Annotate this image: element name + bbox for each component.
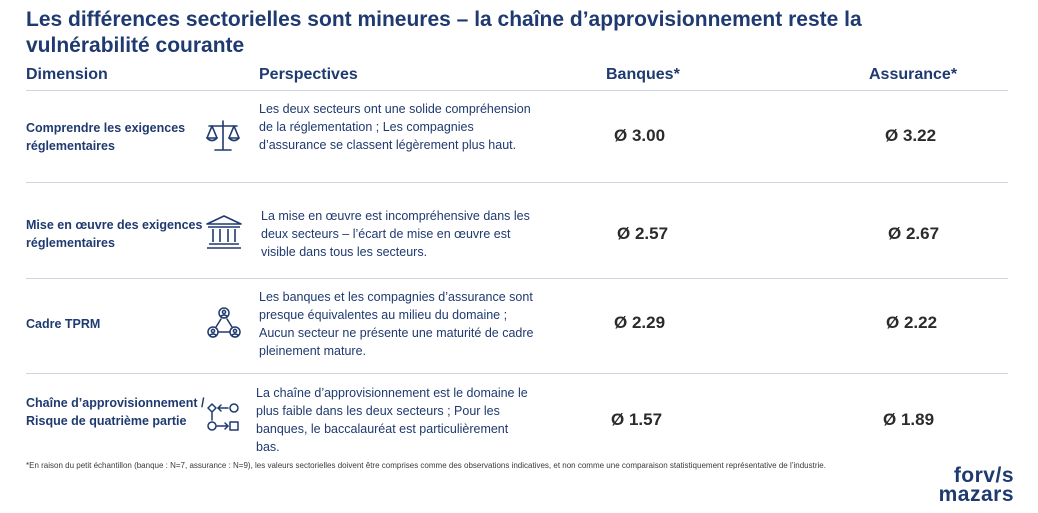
divider (26, 90, 1008, 91)
divider (26, 278, 1008, 279)
row-dimension: Chaîne d’approvisionnement / Risque de quatrième partie (26, 396, 205, 428)
row-dimension: Comprendre les exigences réglementaires (26, 121, 186, 153)
brand-logo (914, 466, 1014, 504)
header-dimension: Dimension (26, 66, 108, 83)
scales-icon (203, 116, 243, 156)
supply-chain-flow-icon (204, 400, 244, 440)
insurance-value: Ø 3.22 (885, 126, 937, 145)
row-dimension: Cadre TPRM (26, 317, 101, 331)
people-network-icon (204, 304, 244, 344)
header-insurance: Assurance* (869, 66, 958, 83)
row-dimension: Mise en œuvre des exigences réglementaires (26, 218, 203, 250)
row-perspective: La mise en œuvre est incompréhensive dans les deux secteurs – l’écart de mise en œuvre est visible dans tous les secteurs. (261, 209, 530, 259)
banks-value: Ø 2.57 (617, 224, 669, 243)
insurance-value: Ø 2.22 (886, 313, 938, 332)
banks-value: Ø 2.29 (614, 313, 666, 332)
row-perspective: Les banques et les compagnies d’assurance sont presque équivalentes au milieu du domaine ; Aucun secteur ne présente une maturité de cadre pleinement mature. (259, 290, 534, 358)
row-perspective: La chaîne d’approvisionnement est le domaine le plus faible dans les deux secteurs ; Pour les banques, le baccalauréat est particulièrement bas. (256, 386, 528, 454)
institution-building-icon (204, 212, 244, 252)
divider (26, 182, 1008, 183)
logo-line2: mazars (938, 483, 1014, 506)
divider (26, 373, 1008, 374)
footnote: *En raison du petit échantillon (banque : N=7, assurance : N=9), les valeurs sectorielles doivent être comprises comme des observations indicatives, et non comme une comparaison statistiquement représentative de l’industrie. (26, 461, 826, 470)
banks-value: Ø 3.00 (614, 126, 666, 145)
banks-value: Ø 1.57 (611, 410, 663, 429)
header-banks: Banques* (606, 66, 680, 83)
insurance-value: Ø 2.67 (888, 224, 940, 243)
insurance-value: Ø 1.89 (883, 410, 935, 429)
logo-line1: forv/s (953, 464, 1014, 487)
header-perspectives: Perspectives (259, 66, 358, 83)
page-title: Les différences sectorielles sont mineures – la chaîne d’approvisionnement reste la vulnérabilité courante (26, 8, 862, 57)
row-perspective: Les deux secteurs ont une solide compréhension de la réglementation ; Les compagnies d’assurance se classent légèrement plus haut. (259, 102, 531, 152)
